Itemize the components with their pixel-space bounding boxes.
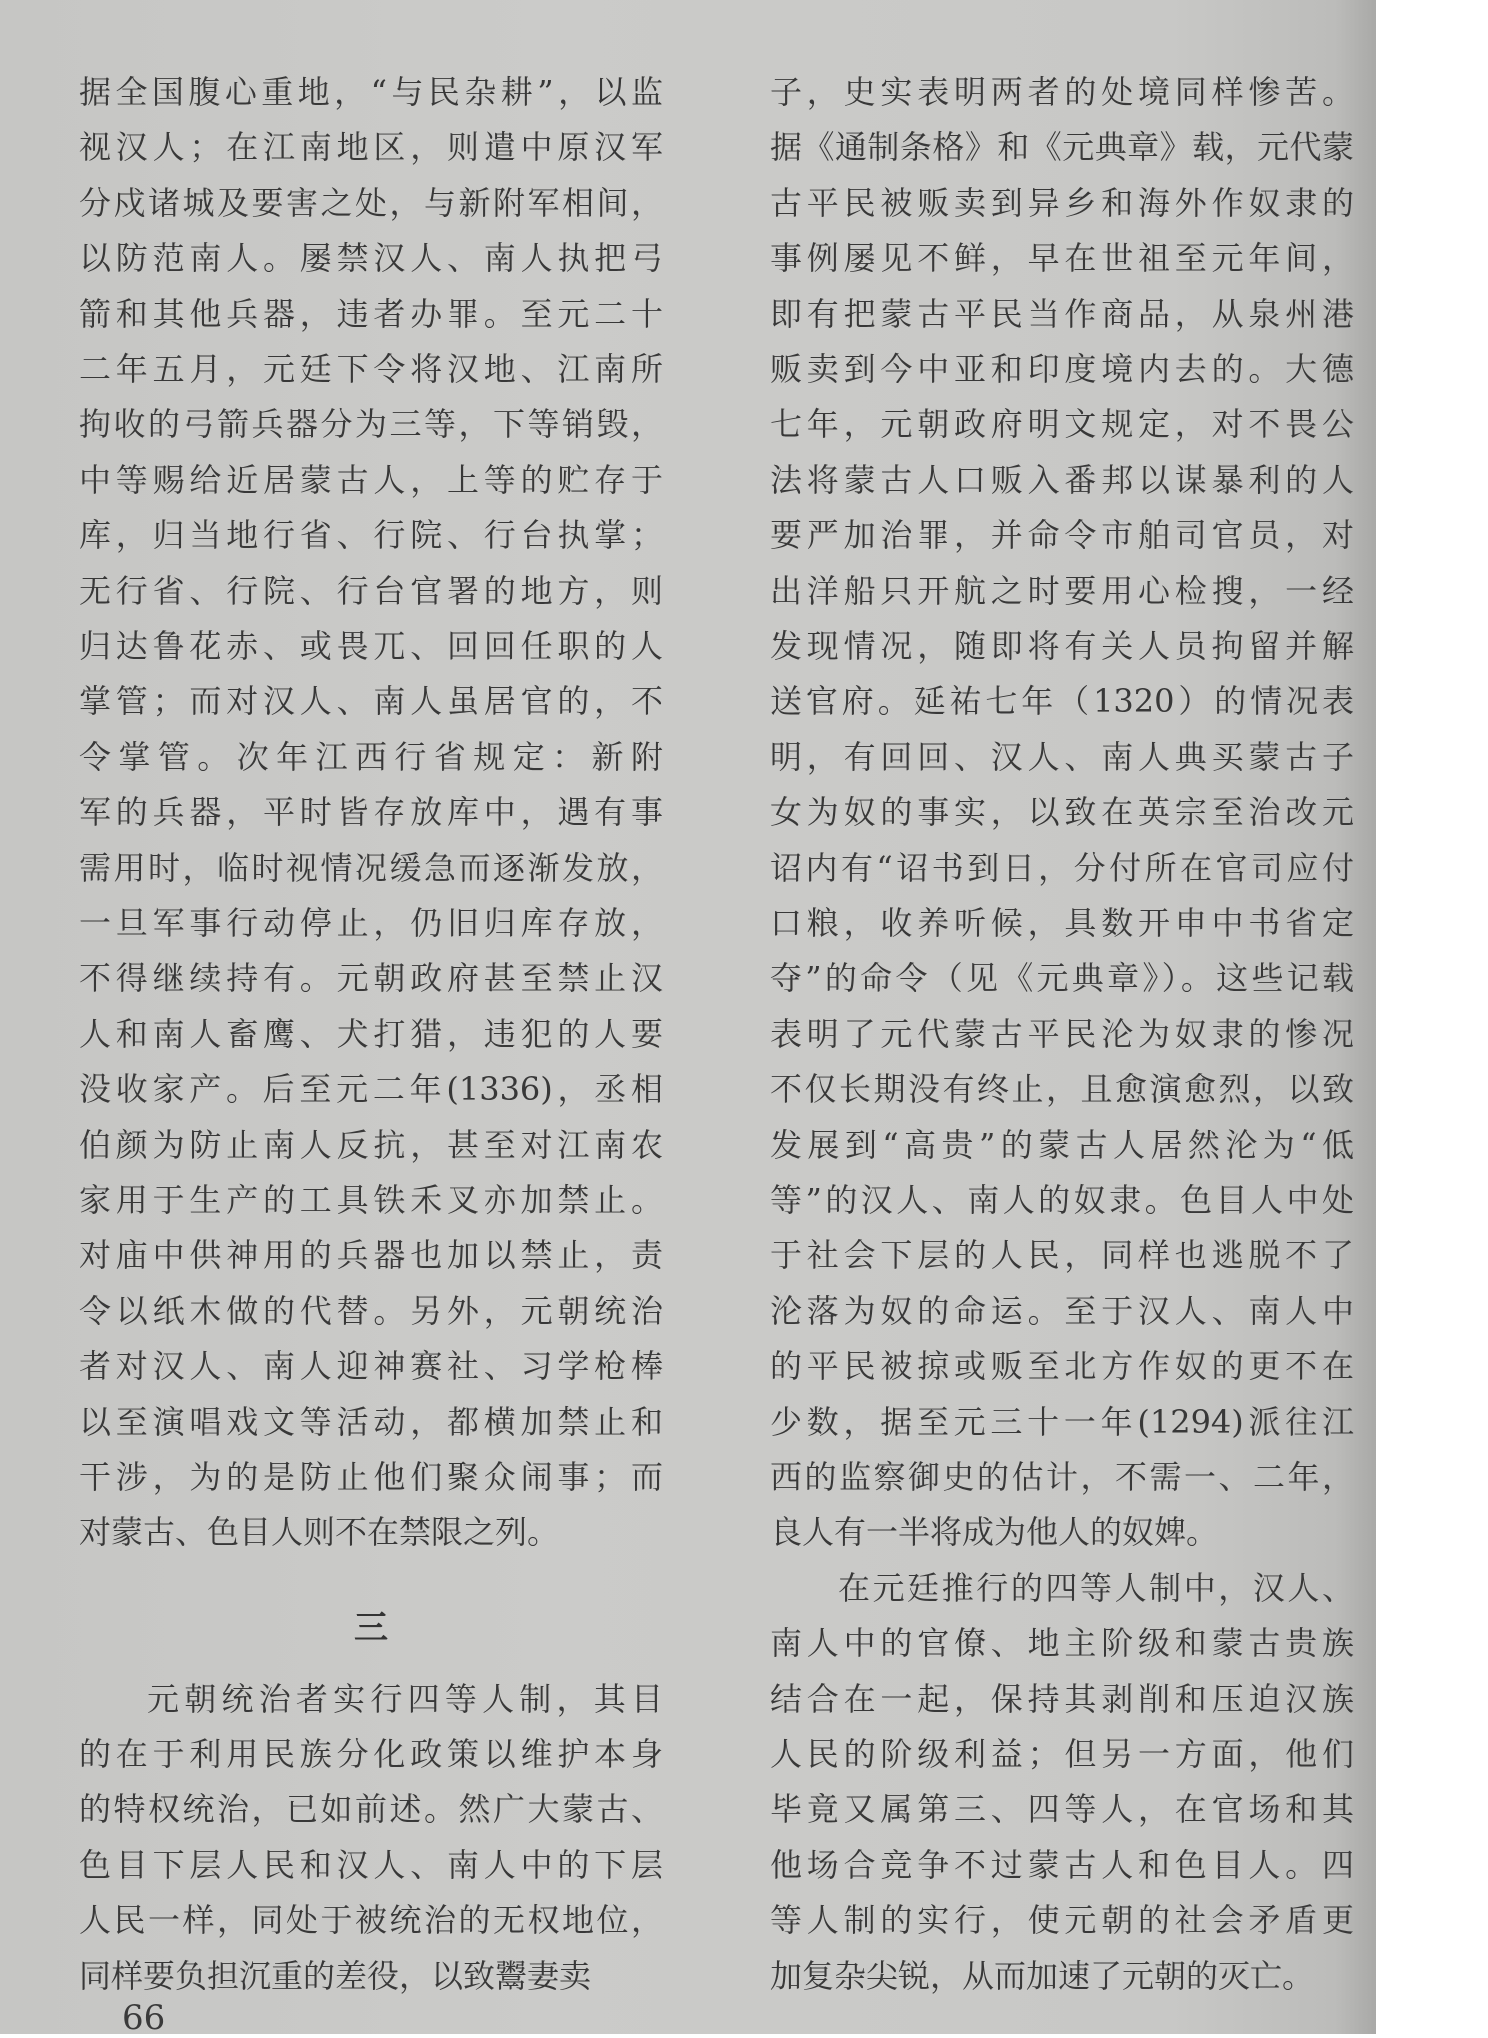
text-line: 少数，据至元三十一年(1294)派往江 — [770, 1402, 1354, 1441]
text-line: 出洋船只开航之时要用心检搜，一经 — [770, 571, 1354, 610]
text-line: 据全国腹心重地，“与民杂耕”，以监 — [79, 73, 663, 111]
text-line: 发展到“高贵”的蒙古人居然沦为“低 — [770, 1125, 1354, 1164]
text-line: 对庙中供神用的兵器也加以禁止，责 — [79, 1236, 663, 1275]
text-line: 沦落为奴的命运。至于汉人、南人中 — [770, 1291, 1354, 1330]
text-line: 军的兵器，平时皆存放库中，遇有事 — [79, 793, 663, 832]
text-line: 夺”的命令（见《元典章》）。这些记载 — [770, 959, 1354, 998]
text-line: 毕竟又属第三、四等人，在官场和其 — [770, 1790, 1354, 1829]
section-heading: 三 — [354, 1608, 388, 1649]
text-line: 人民的阶级利益；但另一方面，他们 — [770, 1735, 1354, 1773]
text-line: 没收家产。后至元二年(1336)，丞相 — [79, 1070, 663, 1109]
text-line: 家用于生产的工具铁禾叉亦加禁止。 — [79, 1181, 663, 1219]
text-line: 掌管；而对汉人、南人虽居官的，不 — [79, 682, 663, 721]
text-line: 以防范南人。屡禁汉人、南人执把弓 — [79, 239, 663, 278]
text-line: 的平民被掠或贩至北方作奴的更不在 — [770, 1347, 1354, 1386]
text-line: 对蒙古、色目人则不在禁限之列。 — [79, 1513, 560, 1552]
text-line: 一旦军事行动停止，仍旧归库存放， — [79, 904, 663, 942]
text-line: 古平民被贩卖到异乡和海外作奴隶的 — [770, 183, 1354, 222]
text-line: 二年五月，元廷下令将汉地、江南所 — [79, 350, 663, 388]
text-line: 不得继续持有。元朝政府甚至禁止汉 — [79, 959, 663, 998]
text-line: 拘收的弓箭兵器分为三等，下等销毁， — [79, 405, 663, 444]
text-line: 他场合竞争不过蒙古人和色目人。四 — [770, 1845, 1354, 1884]
text-line: 人和南人畜鹰、犬打猎，违犯的人要 — [79, 1014, 663, 1053]
text-line: 无行省、行院、行台官署的地方，则 — [79, 571, 663, 610]
text-line: 同样要负担沉重的差役，以致鬻妻卖 — [79, 1956, 592, 1995]
text-line: 的在于利用民族分化政策以维护本身 — [79, 1735, 663, 1773]
text-line: 送官府。延祐七年（1320）的情况表 — [770, 682, 1354, 721]
text-line: 结合在一起，保持其剥削和压迫汉族 — [770, 1679, 1354, 1718]
text-line: 视汉人；在江南地区，则遣中原汉军 — [79, 128, 663, 167]
text-line: 人民一样，同处于被统治的无权地位， — [79, 1901, 663, 1940]
text-line: 需用时，临时视情况缓急而逐渐发放， — [79, 848, 663, 887]
text-line: 西的监察御史的估计，不需一、二年， — [770, 1458, 1354, 1496]
text-line: 令掌管。次年江西行省规定：新附 — [79, 737, 663, 776]
text-line: 不仅长期没有终止，且愈演愈烈，以致 — [770, 1070, 1354, 1109]
text-line: 箭和其他兵器，违者办罪。至元二十 — [79, 294, 663, 333]
text-line: 即有把蒙古平民当作商品，从泉州港 — [770, 294, 1354, 333]
text-line: 明，有回回、汉人、南人典买蒙古子 — [770, 737, 1354, 776]
text-line: 伯颜为防止南人反抗，甚至对江南农 — [79, 1125, 663, 1164]
text-line: 令以纸木做的代替。另外，元朝统治 — [79, 1291, 663, 1330]
text-line: 口粮，收养听候，具数开申中书省定 — [770, 904, 1354, 942]
text-line: 要严加治罪，并命令市舶司官员，对 — [770, 516, 1354, 555]
text-line: 据《通制条格》和《元典章》载，元代蒙 — [770, 128, 1354, 167]
text-line: 于社会下层的人民，同样也逃脱不了 — [770, 1236, 1354, 1275]
text-line: 归达鲁花赤、或畏兀、回回任职的人 — [79, 627, 663, 665]
text-line: 者对汉人、南人迎神赛社、习学枪棒 — [79, 1347, 663, 1386]
text-line: 等”的汉人、南人的奴隶。色目人中处 — [770, 1181, 1354, 1219]
text-line: 中等赐给近居蒙古人，上等的贮存于 — [79, 460, 663, 499]
text-line: 元朝统治者实行四等人制，其目 — [147, 1679, 663, 1718]
text-line: 法将蒙古人口贩入番邦以谋暴利的人 — [770, 460, 1354, 499]
text-line: 贩卖到今中亚和印度境内去的。大德 — [770, 350, 1354, 388]
text-line: 色目下层人民和汉人、南人中的下层 — [79, 1845, 663, 1884]
text-line: 南人中的官僚、地主阶级和蒙古贵族 — [770, 1624, 1354, 1663]
text-line: 干涉，为的是防止他们聚众闹事；而 — [79, 1458, 663, 1496]
text-line: 女为奴的事实，以致在英宗至治改元 — [770, 793, 1354, 832]
text-line: 加复杂尖锐，从而加速了元朝的灭亡。 — [770, 1956, 1315, 1995]
text-line: 以至演唱戏文等活动，都横加禁止和 — [79, 1402, 663, 1441]
text-line: 的特权统治，已如前述。然广大蒙古、 — [79, 1790, 663, 1829]
text-line: 七年，元朝政府明文规定，对不畏公 — [770, 405, 1354, 444]
text-line: 分戍诸城及要害之处，与新附军相间， — [79, 183, 663, 222]
text-line: 诏内有“诏书到日，分付所在官司应付 — [770, 848, 1354, 887]
text-line: 等人制的实行，使元朝的社会矛盾更 — [770, 1901, 1354, 1940]
text-line: 在元廷推行的四等人制中，汉人、 — [838, 1568, 1354, 1607]
page-number: 66 — [122, 1998, 166, 2038]
text-line: 表明了元代蒙古平民沦为奴隶的惨况 — [770, 1014, 1354, 1053]
text-line: 良人有一半将成为他人的奴婢。 — [770, 1513, 1219, 1552]
text-line: 库，归当地行省、行院、行台执掌； — [79, 516, 663, 555]
text-line: 事例屡见不鲜，早在世祖至元年间， — [770, 239, 1354, 278]
text-line: 子，史实表明两者的处境同样惨苦。 — [770, 73, 1354, 111]
text-line: 发现情况，随即将有关人员拘留并解 — [770, 627, 1354, 665]
